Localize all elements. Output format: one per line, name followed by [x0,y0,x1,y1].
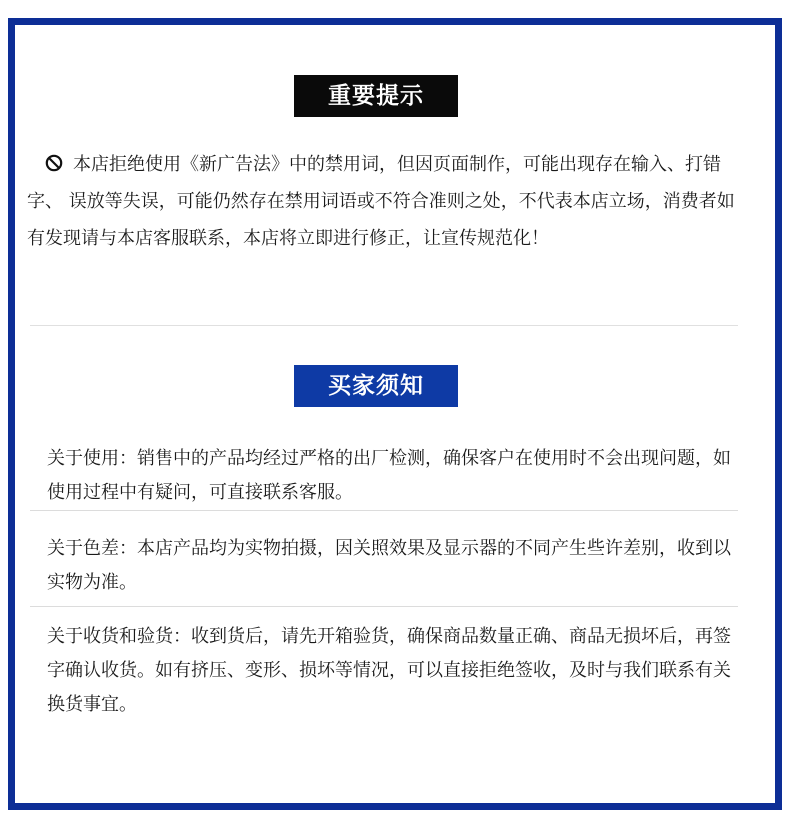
important-text: 本店拒绝使用《新广告法》中的禁用词，但因页面制作，可能出现存在输入、打错字、 误放等失误，可能仍然存在禁用词语或不符合准则之处，不代表本店立场，消费者如有发现请与本店客服联系，本店将立即进行修正，让宣传规范化！ [27,154,735,249]
buyer-item-usage: 关于使用：销售中的产品均经过严格的出厂检测，确保客户在使用时不会出现问题，如使用过程中有疑问，可直接联系客服。 [47,448,731,503]
buyer-item-color: 关于色差：本店产品均为实物拍摄，因关照效果及显示器的不同产生些许差别，收到以实物为准。 [47,538,731,593]
item-divider [30,510,738,511]
important-notice [27,146,752,257]
important-title: 重要提示 [294,75,458,117]
section-divider [30,325,738,326]
prohibited-icon [45,154,63,172]
buyer-title: 买家须知 [294,365,458,407]
item-divider [30,606,738,607]
buyer-item-receiving: 关于收货和验货：收到货后，请先开箱验货，确保商品数量正确、商品无损坏后，再签字确认收货。如有挤压、变形、损坏等情况，可以直接拒绝签收，及时与我们联系有关换货事宜。 [47,626,731,715]
